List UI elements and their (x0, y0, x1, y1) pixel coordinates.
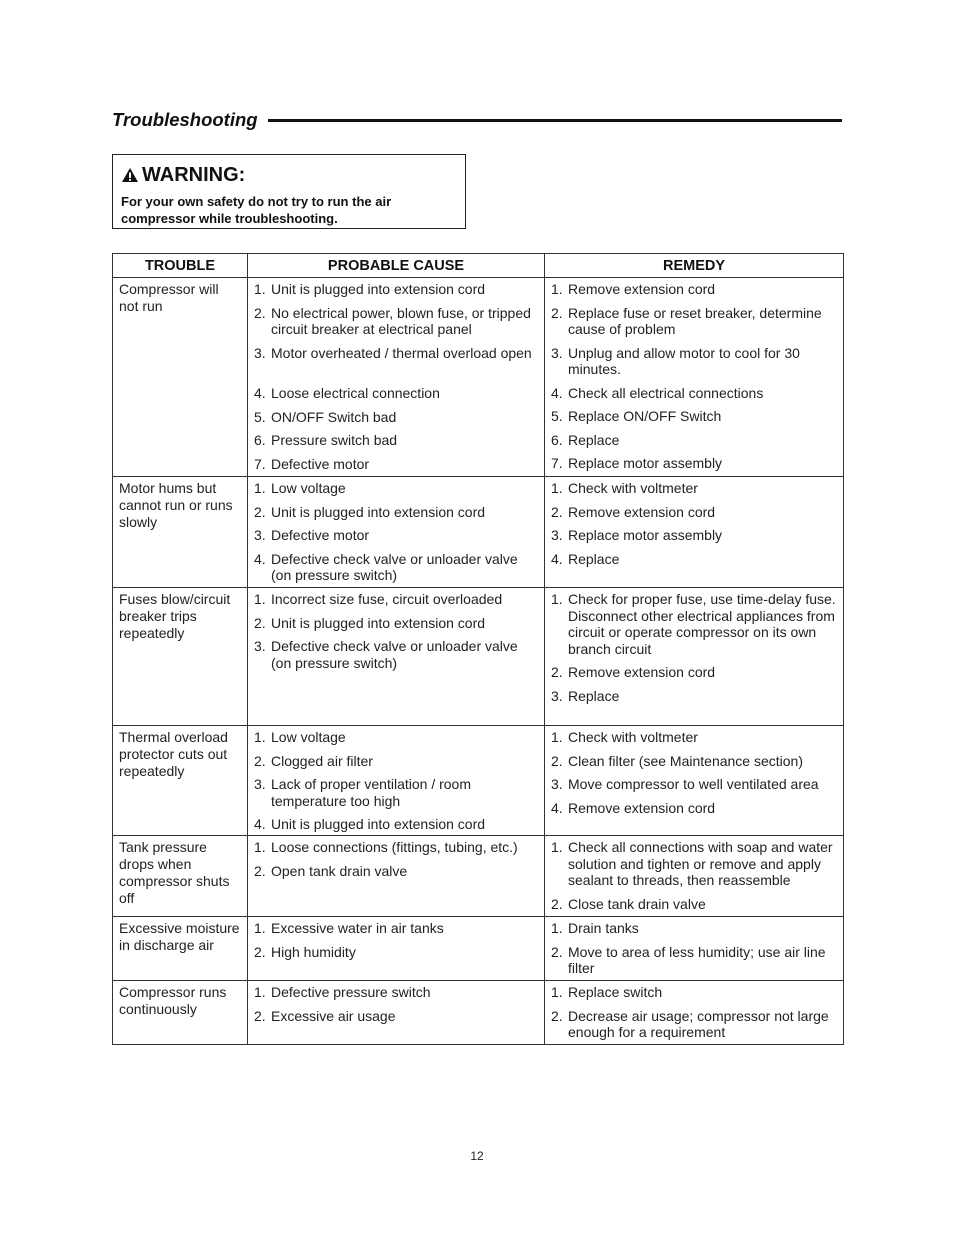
remedy-text: Replace fuse or reset breaker, determine cause of problem (568, 304, 822, 337)
probable-cause-cell (248, 917, 545, 981)
trouble-cell: Fuses blow/circuit breaker trips repeatedly (113, 588, 248, 726)
remedy-text: Unplug and allow motor to cool for 30 minutes. (568, 344, 800, 377)
probable-cause-cell (248, 588, 545, 726)
item-number: 2. (254, 752, 266, 769)
item-number: 1. (551, 839, 563, 855)
item-number: 3. (551, 687, 563, 704)
remedy-item (551, 920, 837, 944)
item-number: 2. (254, 943, 266, 960)
remedy-text: Remove extension cord (568, 503, 716, 520)
probable-cause-cell (248, 836, 545, 917)
item-number: 3. (254, 638, 266, 654)
section-title: Troubleshooting (112, 109, 258, 130)
cause-text: Lack of proper ventilation / room temperature too high (271, 776, 471, 809)
item-number: 2. (551, 664, 563, 680)
cause-text: Unit is plugged into extension cord (271, 614, 486, 631)
remedy-text: Check with voltmeter (568, 480, 698, 496)
item-number: 2. (254, 304, 266, 321)
cause-item (254, 1008, 538, 1025)
section-divider (268, 119, 842, 122)
item-number: 2. (551, 503, 563, 520)
remedy-text: Replace ON/OFF Switch (568, 408, 722, 424)
item-number: 1. (254, 920, 266, 936)
cause-text: Excessive air usage (271, 1007, 396, 1024)
item-number: 3. (551, 344, 563, 361)
remedy-item (551, 504, 837, 528)
cause-item (254, 638, 538, 671)
cause-text: Loose electrical connection (271, 385, 440, 401)
cause-text: High humidity (271, 943, 356, 960)
warning-heading-row (121, 164, 457, 186)
troubleshooting-table (112, 253, 844, 1045)
cause-item (254, 432, 538, 456)
column-header-remedy: REMEDY (545, 254, 844, 278)
cause-item (254, 409, 538, 433)
item-number: 2. (254, 1007, 266, 1024)
trouble-cell: Tank pressure drops when compressor shuts off (113, 836, 248, 917)
remedy-item (551, 551, 837, 568)
cause-text: No electrical power, blown fuse, or tripped circuit breaker at electrical panel (271, 304, 531, 337)
item-number: 7. (254, 455, 266, 472)
remedy-text: Replace (568, 431, 620, 448)
remedy-cell (545, 836, 844, 917)
cause-text: Clogged air filter (271, 752, 373, 769)
cause-item (254, 345, 538, 386)
item-number: 4. (551, 384, 563, 401)
remedy-item (551, 839, 837, 896)
warning-heading: WARNING: (142, 164, 246, 186)
table-row (113, 836, 844, 917)
remedy-item (551, 408, 837, 432)
remedy-text: Check with voltmeter (568, 729, 698, 745)
remedy-text: Remove extension cord (568, 664, 716, 680)
cause-item (254, 863, 538, 880)
item-number: 1. (551, 984, 563, 1000)
cause-item (254, 305, 538, 345)
cause-item (254, 984, 538, 1008)
remedy-text: Move compressor to well ventilated area (568, 776, 819, 792)
item-number: 4. (254, 550, 266, 567)
probable-cause-cell (248, 726, 545, 836)
table-row (113, 278, 844, 477)
remedy-text: Move to area of less humidity; use air line filter (568, 943, 826, 976)
remedy-item (551, 800, 837, 817)
remedy-text: Remove extension cord (568, 799, 716, 816)
remedy-item (551, 480, 837, 504)
item-number: 7. (551, 455, 563, 471)
item-number: 1. (254, 984, 266, 1000)
cause-text: Low voltage (271, 480, 346, 496)
item-number: 6. (254, 432, 266, 448)
item-number: 4. (254, 816, 266, 832)
item-number: 4. (551, 550, 563, 567)
item-number: 1. (551, 591, 563, 607)
item-number: 2. (254, 862, 266, 879)
item-number: 1. (254, 480, 266, 496)
item-number: 1. (551, 480, 563, 496)
item-number: 3. (551, 527, 563, 543)
cause-text: Unit is plugged into extension cord (271, 503, 486, 520)
remedy-item (551, 688, 837, 705)
warning-text: For your own safety do not try to run the air compressor while troubleshooting. (121, 194, 392, 226)
cause-text: Defective pressure switch (271, 984, 431, 1000)
item-number: 3. (254, 344, 266, 361)
cause-text: Pressure switch bad (271, 432, 398, 448)
trouble-cell: Motor hums but cannot run or runs slowly (113, 477, 248, 588)
item-number: 3. (551, 776, 563, 792)
remedy-item (551, 281, 837, 305)
remedy-text: Replace (568, 687, 620, 704)
remedy-item (551, 776, 837, 800)
remedy-cell (545, 278, 844, 477)
cause-item (254, 839, 538, 863)
remedy-item (551, 944, 837, 977)
cause-text: Loose connections (fittings, tubing, etc.) (271, 839, 518, 855)
probable-cause-cell (248, 981, 545, 1045)
remedy-cell (545, 726, 844, 836)
remedy-item (551, 345, 837, 385)
remedy-text: Close tank drain valve (568, 895, 706, 912)
table-row (113, 588, 844, 726)
remedy-text: Check all electrical connections (568, 384, 764, 401)
cause-item (254, 480, 538, 504)
remedy-item (551, 591, 837, 664)
cause-text: Defective motor (271, 455, 370, 472)
column-header-probable-cause: PROBABLE CAUSE (248, 254, 545, 278)
item-number: 1. (551, 729, 563, 745)
remedy-cell (545, 477, 844, 588)
item-number: 1. (254, 839, 266, 855)
warning-box (112, 154, 466, 229)
cause-text: Defective check valve or unloader valve (on pressure switch) (271, 550, 518, 583)
item-number: 1. (254, 281, 266, 297)
section-header (112, 108, 842, 132)
remedy-text: Replace switch (568, 984, 663, 1000)
trouble-cell: Compressor runs continuously (113, 981, 248, 1045)
remedy-item (551, 753, 837, 777)
remedy-text: Clean filter (see Maintenance section) (568, 752, 804, 769)
cause-item (254, 753, 538, 777)
item-number: 5. (254, 408, 266, 425)
item-number: 1. (254, 591, 266, 607)
remedy-text: Drain tanks (568, 920, 639, 936)
table-body (113, 278, 844, 1045)
item-number: 4. (551, 799, 563, 816)
remedy-item (551, 729, 837, 753)
cause-text: Defective check valve or unloader valve (on pressure switch) (271, 638, 518, 671)
cause-item (254, 591, 538, 615)
item-number: 1. (254, 729, 266, 745)
probable-cause-cell (248, 477, 545, 588)
table-row (113, 726, 844, 836)
remedy-item (551, 984, 837, 1008)
remedy-item (551, 305, 837, 345)
item-number: 2. (551, 752, 563, 769)
remedy-item (551, 1008, 837, 1041)
remedy-item (551, 432, 837, 456)
cause-text: Unit is plugged into extension cord (271, 816, 486, 832)
remedy-item (551, 896, 837, 913)
cause-item (254, 615, 538, 639)
cause-item (254, 944, 538, 961)
trouble-cell: Excessive moisture in discharge air (113, 917, 248, 981)
cause-item (254, 920, 538, 944)
cause-item (254, 729, 538, 753)
cause-text: Incorrect size fuse, circuit overloaded (271, 591, 503, 607)
item-number: 6. (551, 431, 563, 448)
cause-text: Open tank drain valve (271, 862, 408, 879)
item-number: 5. (551, 408, 563, 424)
table-row (113, 477, 844, 588)
remedy-cell (545, 981, 844, 1045)
remedy-item (551, 527, 837, 551)
cause-item (254, 456, 538, 473)
cause-text: Defective motor (271, 527, 370, 543)
item-number: 4. (254, 385, 266, 401)
item-number: 3. (254, 527, 266, 543)
remedy-text: Decrease air usage; compressor not large enough for a requirement (568, 1007, 829, 1040)
item-number: 3. (254, 776, 266, 792)
trouble-cell: Thermal overload protector cuts out repeatedly (113, 726, 248, 836)
table-header-row (113, 254, 844, 278)
cause-item (254, 527, 538, 551)
trouble-cell: Compressor will not run (113, 278, 248, 477)
item-number: 2. (551, 943, 563, 960)
cause-item (254, 551, 538, 584)
item-number: 2. (551, 1007, 563, 1024)
remedy-text: Replace motor assembly (568, 527, 723, 543)
remedy-item (551, 455, 837, 472)
remedy-text: Remove extension cord (568, 281, 716, 297)
remedy-item (551, 664, 837, 688)
item-number: 2. (551, 895, 563, 912)
remedy-text: Replace (568, 550, 620, 567)
cause-text: Unit is plugged into extension cord (271, 281, 486, 297)
cause-item (254, 816, 538, 833)
item-number: 2. (551, 304, 563, 321)
item-number: 2. (254, 614, 266, 631)
cause-item (254, 776, 538, 816)
cause-text: Low voltage (271, 729, 346, 745)
column-header-trouble: TROUBLE (113, 254, 248, 278)
cause-text: ON/OFF Switch bad (271, 408, 397, 425)
item-number: 1. (551, 281, 563, 297)
cause-item (254, 281, 538, 305)
remedy-text: Replace motor assembly (568, 455, 723, 471)
cause-item (254, 504, 538, 528)
remedy-cell (545, 917, 844, 981)
cause-text: Motor overheated / thermal overload open (271, 344, 532, 361)
cause-item (254, 385, 538, 409)
page-number: 12 (470, 1149, 484, 1163)
remedy-text: Check all connections with soap and water solution and tighten or remove and apply sealant to threads, then reassemble (568, 839, 833, 888)
cause-text: Excessive water in air tanks (271, 920, 444, 936)
probable-cause-cell (248, 278, 545, 477)
warning-triangle-icon (121, 167, 139, 183)
table-row (113, 917, 844, 981)
item-number: 1. (551, 920, 563, 936)
item-number: 2. (254, 503, 266, 520)
remedy-text: Check for proper fuse, use time-delay fuse. Disconnect other electrical appliances from circuit or operate compressor on its own branch circuit (568, 591, 836, 657)
remedy-cell (545, 588, 844, 726)
table-row (113, 981, 844, 1045)
remedy-item (551, 385, 837, 409)
